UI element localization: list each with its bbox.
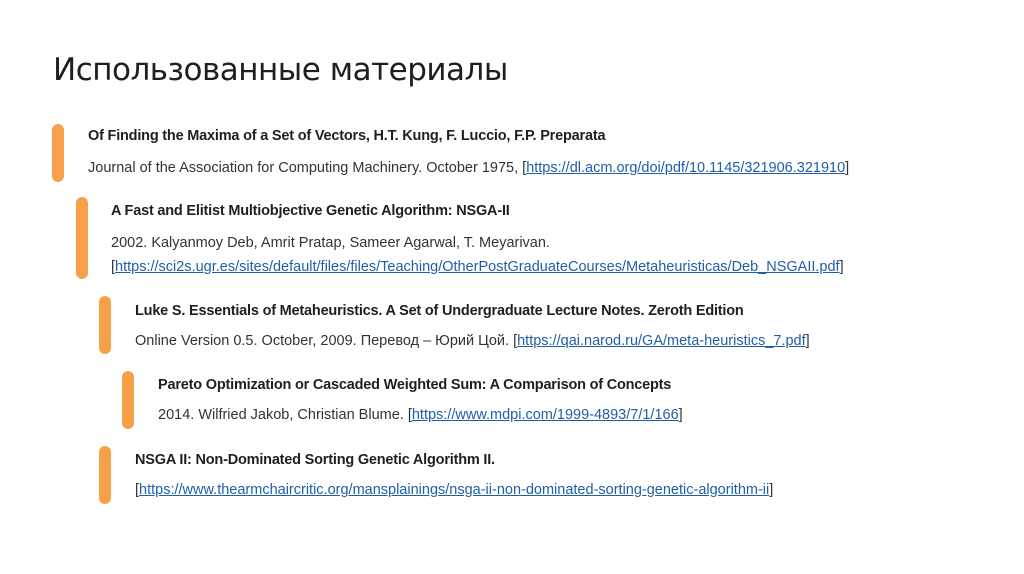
accent-bar [76,197,88,279]
bracket-close: ] [839,259,844,275]
reference-link[interactable]: https://www.mdpi.com/1999-4893/7/1/166 [411,407,679,423]
reference-details-line2 [111,255,844,279]
reference-link[interactable]: https://qai.narod.ru/GA/meta-heuristics_7.pdf [517,333,806,349]
reference-link[interactable]: https://www.thearmchaircritic.org/mansplainings/nsga-ii-non-dominated-sorting-genetic-algorithm-ii [139,482,770,498]
reference-item-5 [135,452,773,502]
accent-bar [99,296,111,354]
reference-link[interactable]: https://sci2s.ugr.es/sites/default/files/files/Teaching/OtherPostGraduateCourses/Metaheuristicas/Deb_NSGAII.pdf [115,259,840,275]
reference-details [135,478,773,502]
reference-item-2 [111,203,844,279]
reference-title: Pareto Optimization or Cascaded Weighted Sum: A Comparison of Concepts [158,377,672,393]
bracket-open: [ [111,259,116,275]
reference-text: Online Version 0.5. October, 2009. Перевод – Юрий Цой. [ [135,333,518,349]
bracket-close: ] [678,407,683,423]
reference-details [158,403,683,427]
slide-title: Использованные материалы [53,52,508,88]
accent-bar [99,446,111,504]
bracket-close: ] [805,333,810,349]
reference-text: 2014. Wilfried Jakob, Christian Blume. [ [158,407,412,423]
reference-title: A Fast and Elitist Multiobjective Genetic Algorithm: NSGA-II [111,203,510,219]
bracket-close: ] [845,160,850,176]
reference-details: 2002. Kalyanmoy Deb, Amrit Pratap, Sameer Agarwal, T. Meyarivan. [111,235,550,251]
reference-link[interactable]: https://dl.acm.org/doi/pdf/10.1145/321906.321910 [526,160,846,176]
accent-bar [52,124,64,182]
reference-details [135,329,810,353]
accent-bar [122,371,134,429]
reference-item-3 [135,303,810,353]
bracket-open: [ [135,482,140,498]
reference-title: NSGA II: Non-Dominated Sorting Genetic Algorithm II. [135,452,495,468]
reference-title: Luke S. Essentials of Metaheuristics. A Set of Undergraduate Lecture Notes. Zeroth Edition [135,303,744,319]
reference-details [88,156,849,180]
reference-item-1 [88,128,849,180]
reference-text: Journal of the Association for Computing Machinery. October 1975, [ [88,160,527,176]
reference-item-4 [158,377,683,427]
reference-title: Of Finding the Maxima of a Set of Vectors, H.T. Kung, F. Luccio, F.P. Preparata [88,128,606,144]
bracket-close: ] [769,482,774,498]
